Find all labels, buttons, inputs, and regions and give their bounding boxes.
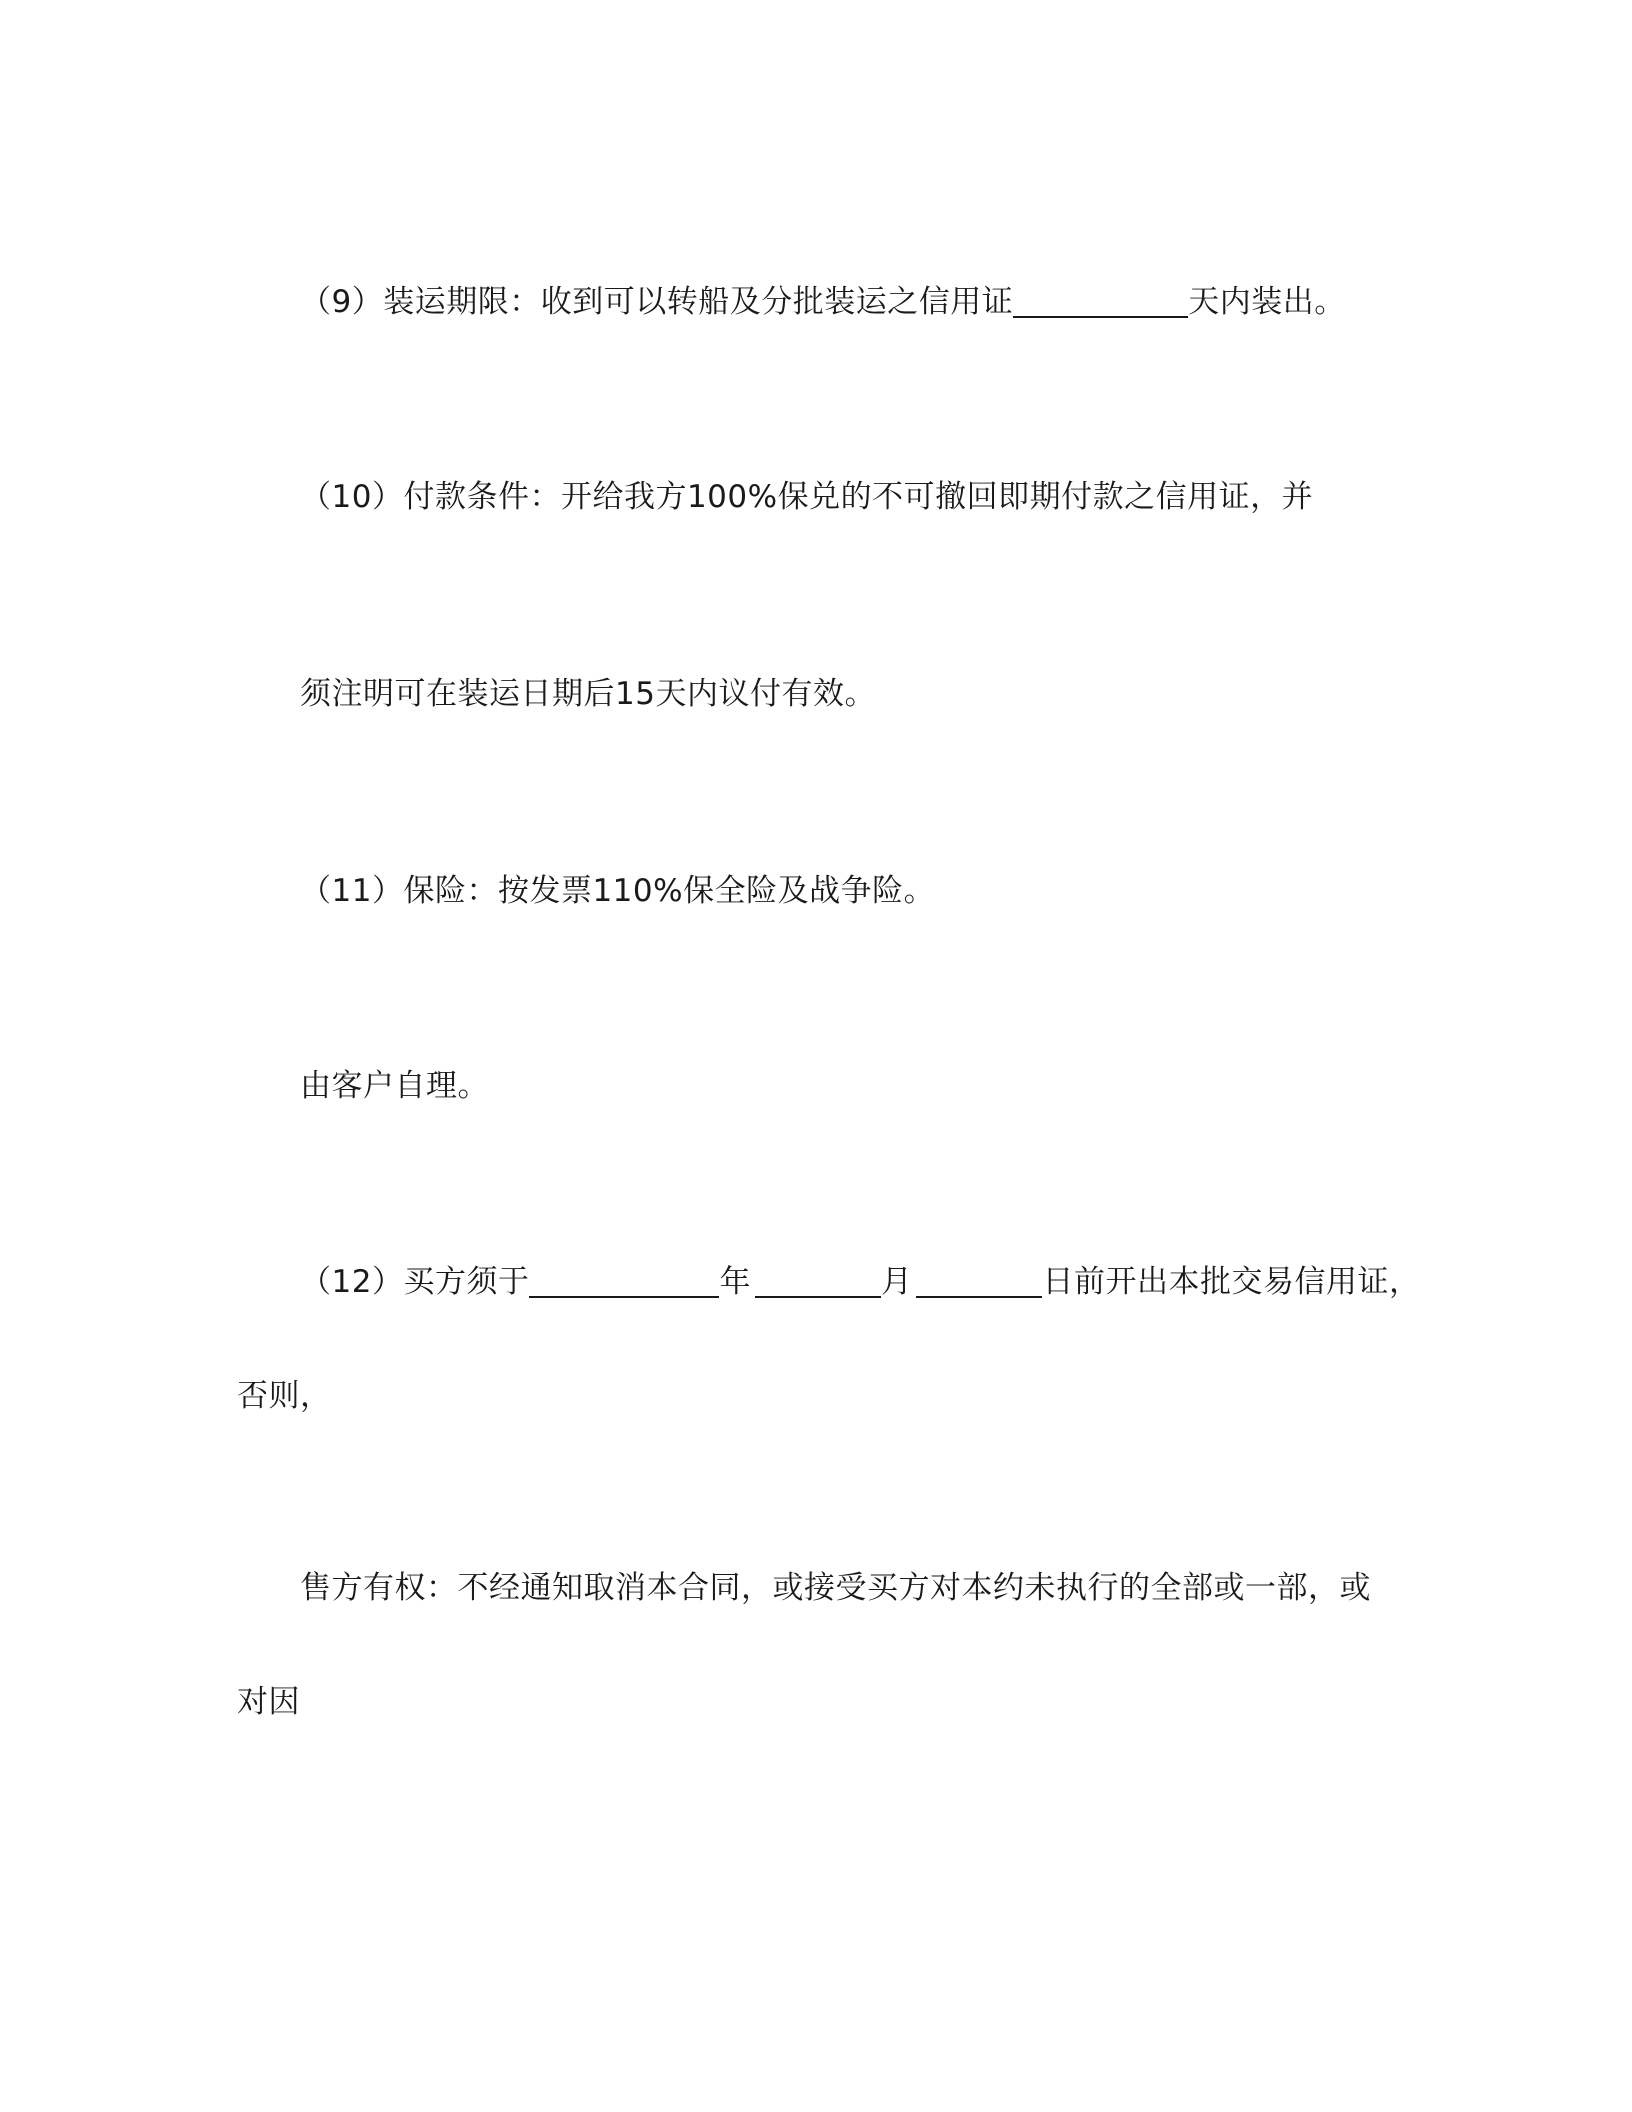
seller-rights-line-1: 售方有权：不经通知取消本合同，或接受买方对本约未执行的全部或一部，或 [300, 1570, 1371, 1606]
month-label: 月 [880, 1264, 913, 1300]
clause-12-line [300, 1262, 1420, 1302]
month-blank[interactable] [755, 1262, 881, 1298]
clause-10-line-1: （10）付款条件：开给我方100%保兑的不可撤回即期付款之信用证，并 [300, 479, 1314, 515]
year-label: 年 [719, 1264, 751, 1300]
clause-11-line-1: （11）保险：按发票110%保全险及战争险。 [300, 873, 936, 909]
clause-11-line-2: 由客户自理。 [300, 1068, 489, 1104]
clause-12-prefix: （12）买方须于 [300, 1264, 530, 1300]
clause-12-line-2: 否则， [237, 1378, 332, 1414]
clause-9-suffix: 天内装出。 [1188, 284, 1346, 320]
shipping-days-blank[interactable] [1013, 282, 1188, 318]
clause-10-line-2: 须注明可在装运日期后15天内议付有效。 [300, 676, 876, 712]
seller-rights-line-2: 对因 [237, 1684, 300, 1720]
year-blank[interactable] [529, 1262, 719, 1298]
day-blank[interactable] [916, 1262, 1042, 1298]
clause-12-suffix: 日前开出本批交易信用证， [1042, 1264, 1421, 1300]
clause-9-text: （9）装运期限：收到可以转船及分批装运之信用证 [300, 284, 1014, 320]
clause-9-line [300, 282, 1346, 322]
